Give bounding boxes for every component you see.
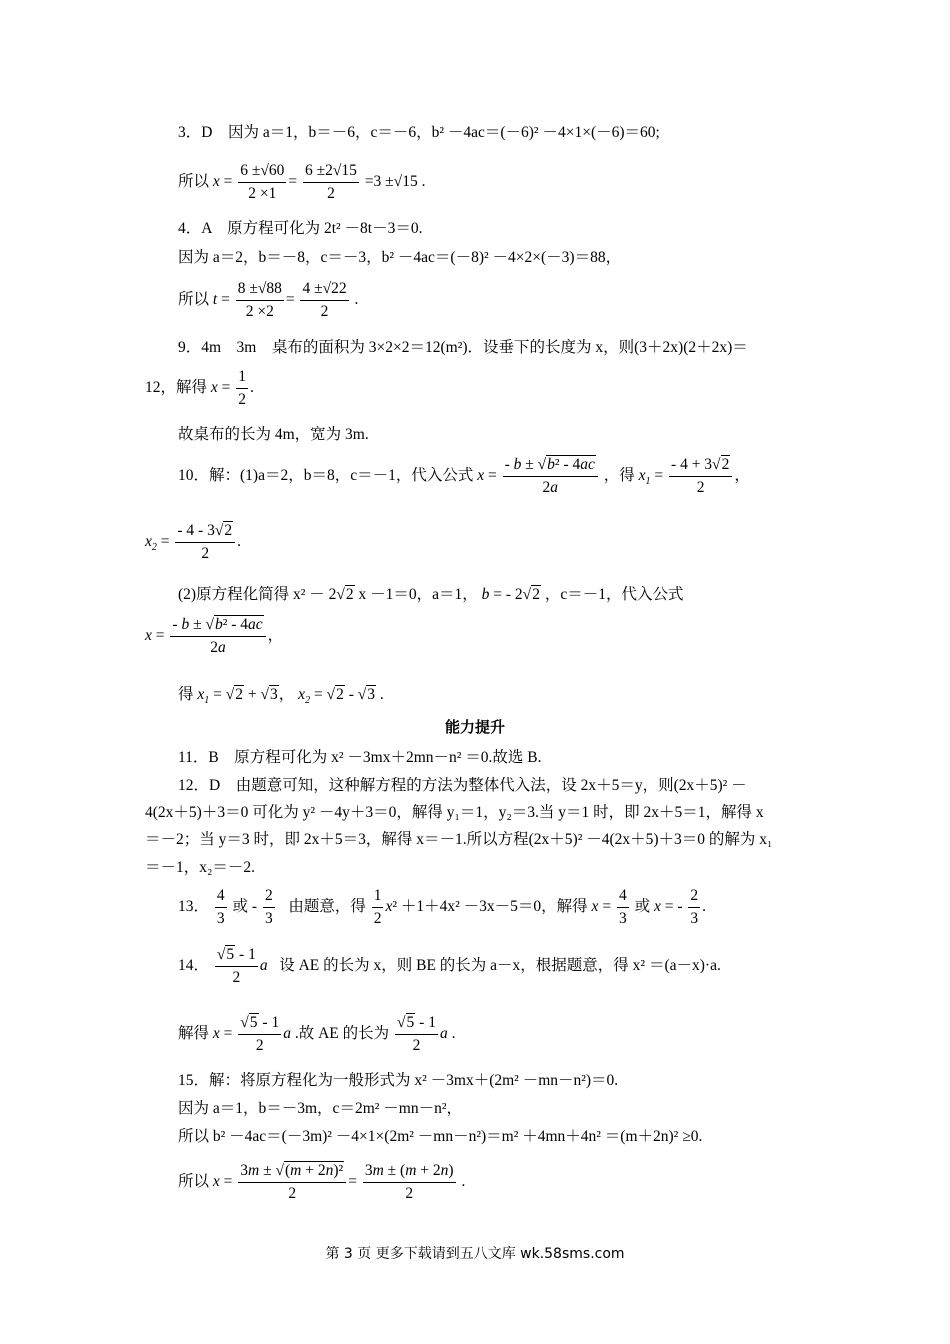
solution-10-line: 10．解：(1)a＝2，b＝8，c＝－1，代入公式 x = $\frac{\text{- b ± √b² - 4ac}}{2a}$ ，得 $x_1$ = $\frac{- 4 + 3√2}{2}$ ， [178, 456, 750, 496]
fraction: $\frac{6 \pm 2√15}{2}$ [305, 162, 357, 202]
solution-9-line: 9．4m 3m 桌布的面积为 3×2×2＝12(m²)．设垂下的长度为 x，则(3＋2x)(2＋2x)＝ [178, 339, 748, 356]
solution-3-result: 所以 x = $\frac{6 \pm√60}{2 \times 1}$ = $\frac{6 \pm 2√15}{2}$ =3 ±√15 . [178, 160, 425, 205]
prefix: 所以 [178, 173, 210, 191]
solution-14-line: 14． $\frac{√5 - 1}{2}$ a 设 AE 的长为 x，则 BE 的长为 a－x，根据题意，得 x² ＝(a－x)·a. [178, 946, 721, 986]
solution-4-line: 4．A 原方程可化为 2t² －8t－3＝0. [178, 220, 423, 237]
fraction: $\frac{6 \pm√60}{2 \times 1}$ [240, 162, 285, 202]
solution-13-line: 13． $\frac{4}{3}$ 或 - $\frac{2}{3}$ 由题意，得 $\frac{1}{2}$ x² ＋1＋4x² －3x－5＝0，解得 x = $\frac{4}{3}$ 或 x = - $\frac{2}{3}$ . [178, 887, 706, 927]
solution-12-line4: ＝－1，x₂＝－2. [145, 859, 256, 876]
solution-10-formula: x = $\frac{\text{- b ± √b² - 4ac}}{2a}$ ， [145, 616, 284, 656]
solution-4-line2: 因为 a＝2，b＝－8，c＝－3，b² －4ac＝(－8)² －4×2×(－3)＝88， [178, 249, 622, 266]
solution-9-result: 12，解得 x = $\frac{1}{2}$ . [145, 368, 254, 408]
solution-10-result: 得 $x_1 = √2 + √3$， $x_2 = √2 - √3$ . [178, 686, 384, 707]
solution-15-line2: 因为 a＝1，b＝－3m，c＝2m² －mn－n²， [178, 1100, 462, 1117]
section-title: 能力提升 [444, 718, 505, 736]
solution-10-x2: $x_2$ = $\frac{- 4 - 3√2}{2}$ . [145, 522, 241, 562]
solution-10-part2: (2)原方程化简得 x² － 2√2 x －1＝0，a＝1， b = - 2√2 ，c＝－1，代入公式 [178, 586, 684, 603]
solution-12-line1: 12．D 由题意可知，这种解方程的方法为整体代入法，设 2x＋5＝y，则(2x＋5)² － [178, 777, 747, 794]
page-footer: 第 3 页 更多下载请到五八文库 wk.58sms.com [325, 1246, 625, 1262]
solution-15-result: 所以 x = $\frac{\text{3m ± √(m + 2n)²}}{2}$ = $\frac{3m \pm (m + 2n)}{2}$ . [178, 1162, 466, 1202]
solution-15-line3: 所以 b² －4ac＝(－3m)² －4×1×(2m² －mn－n²)＝m² ＋4mn＋4n² ＝(m＋2n)² ≥0. [178, 1128, 703, 1145]
solution-11-line: 11．B 原方程可化为 x² －3mx＋2mn－n² ＝0.故选 B. [178, 749, 542, 766]
tail: =3 ±√15 . [364, 173, 426, 191]
solution-3-line: 3．D 因为 a＝1，b＝－6，c＝－6，b² －4ac＝(－6)² －4×1×(－6)＝60; [178, 124, 660, 141]
solution-12-line2: 4(2x＋5)＋3＝0 可化为 y² －4y＋3＝0，解得 y₁＝1，y₂＝3.当 y＝1 时，即 2x＋5＝1，解得 x [145, 804, 764, 821]
solution-12-line3: ＝－2；当 y＝3 时，即 2x＋5＝3，解得 x＝－1.所以方程(2x＋5)² －4(2x＋5)＋3＝0 的解为 x₁ [145, 831, 773, 848]
solution-14-result: 解得 x = $\frac{√5 - 1}{2}$ a .故 AE 的长为 $\frac{√5 - 1}{2}$ a . [178, 1014, 456, 1054]
solution-9-answer: 故桌布的长为 4m，宽为 3m. [178, 426, 369, 443]
fraction: $\frac{4 \pm√22}{2}$ [302, 280, 347, 320]
solution-15-line1: 15．解：将原方程化为一般形式为 x² －3mx＋(2m² －mn－n²)＝0. [178, 1072, 619, 1089]
fraction: $\frac{8 \pm√88}{2 \times 2}$ [237, 280, 282, 320]
solution-4-result: 所以 t = $\frac{8 \pm√88}{2 \times 2}$ = $\frac{4 \pm√22}{2}$ . [178, 278, 358, 323]
